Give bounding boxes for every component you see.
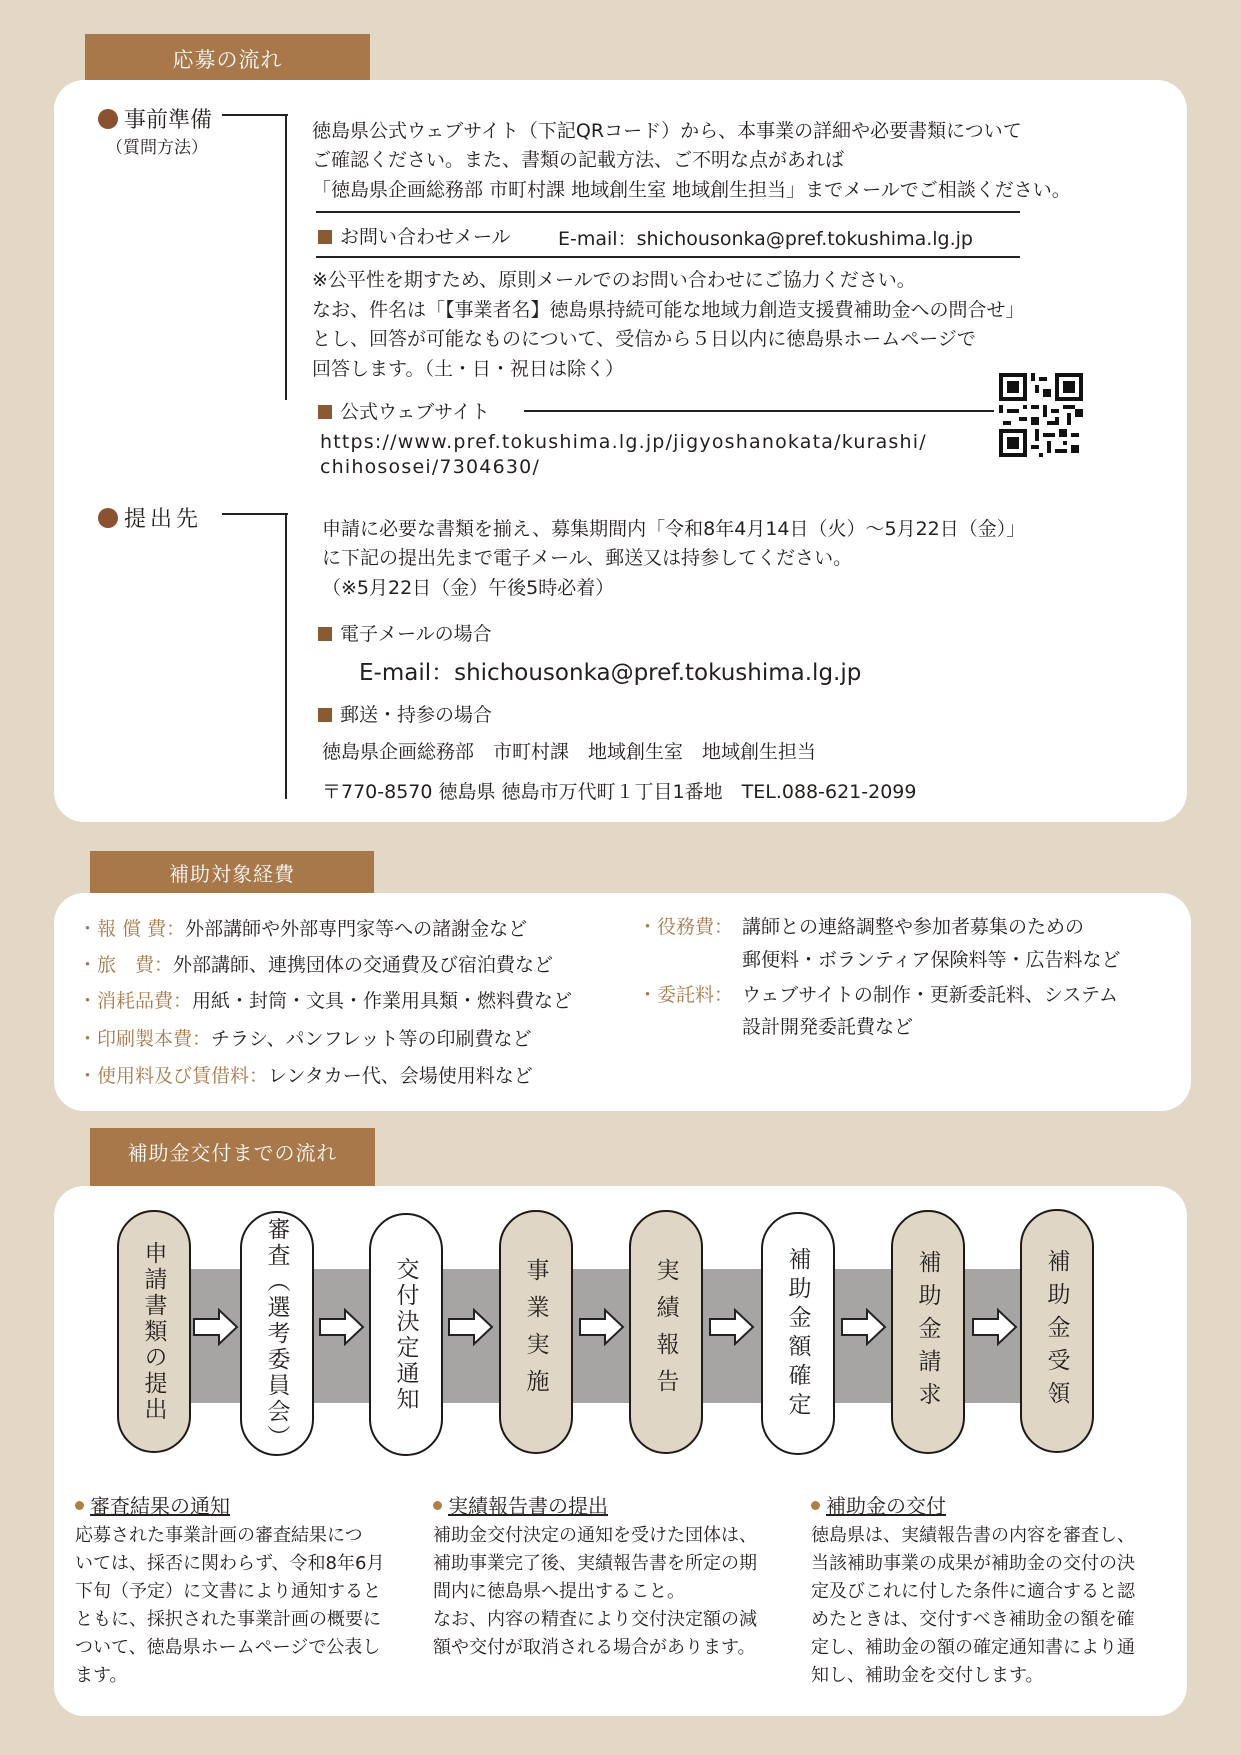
prep-bracket — [285, 114, 287, 400]
bullet-dot-icon — [811, 1501, 820, 1510]
flow-step: 事業実施 — [499, 1210, 573, 1454]
flow-step: 補助金請求 — [891, 1210, 965, 1454]
prep-note-line-4: 回答します。（土・日・祝日は除く） — [312, 358, 624, 380]
note-title: 審査結果の通知 — [75, 1490, 405, 1519]
expense-desc: 郵便料・ボランティア保険料等・広告料など — [742, 949, 1121, 971]
bullet-dot-icon — [98, 109, 118, 129]
expense-desc: ウェブサイトの制作・更新委託料、システム — [742, 984, 1119, 1006]
qr-code-icon[interactable] — [999, 373, 1083, 457]
prep-note-line-1: ※公平性を期すため、原則メールでのお問い合わせにご協力ください。 — [312, 269, 916, 291]
arrow-right-icon — [972, 1308, 1018, 1346]
submit-email-address[interactable]: E-mail：shichousonka@pref.tokushima.lg.jp — [359, 660, 862, 686]
submit-connector — [222, 513, 288, 515]
inquiry-mail-row: お問い合わせメール — [318, 222, 511, 249]
prep-intro-line-1: 徳島県公式ウェブサイト（下記QRコード）から、本事業の詳細や必要書類について — [312, 120, 1022, 142]
website-leader-line — [524, 410, 994, 412]
arrow-right-icon — [319, 1308, 365, 1346]
note-title: 実績報告書の提出 — [433, 1490, 783, 1519]
expense-desc: 設計開発委託費など — [742, 1016, 914, 1038]
expense-item: ・印刷製本費：チラシ、パンフレット等の印刷費など — [78, 1028, 532, 1050]
expense-item: ・使用料及び賃借料：レンタカー代、会場使用料など — [78, 1065, 533, 1087]
submit-intro-line-3: （※5月22日（金）午後5時必着） — [322, 577, 615, 599]
prep-intro-line-3: 「徳島県企画総務部 市町村課 地域創生室 地域創生担当」までメールでご相談ください。 — [312, 179, 1071, 201]
divider — [316, 211, 1020, 213]
submit-intro-line-2: に下記の提出先まで電子メール、郵送又は持参してください。 — [322, 547, 853, 569]
arrow-right-icon — [448, 1308, 494, 1346]
email-case-row: 電子メールの場合 — [318, 619, 492, 646]
divider — [316, 256, 1020, 258]
prep-heading: 事前準備 — [98, 103, 212, 134]
section-tab-eligible-expenses: 補助対象経費 — [90, 851, 374, 893]
prep-note-line-2: なお、件名は「【事業者名】徳島県持続可能な地域力創造支援費補助金への問合せ」 — [312, 299, 1025, 321]
arrow-right-icon — [579, 1308, 625, 1346]
flow-step: 交付決定通知 — [369, 1213, 443, 1456]
expense-desc: 講師との連絡調整や参加者募集のための — [742, 916, 1085, 938]
bullet-dot-icon — [75, 1501, 84, 1510]
post-address: 〒770-8570 徳島県 徳島市万代町１丁目1番地 TEL.088-621-2099 — [322, 781, 917, 803]
square-bullet-icon — [318, 230, 332, 244]
post-case-row: 郵送・持参の場合 — [318, 700, 492, 727]
expense-label: ・委託料： — [638, 984, 734, 1006]
arrow-right-icon — [841, 1308, 887, 1346]
prep-note-line-3: とし、回答が可能なものについて、受信から５日以内に徳島県ホームページで — [312, 328, 976, 350]
note-grant-payment — [811, 1490, 1161, 1690]
website-url-line-1[interactable]: https://www.pref.tokushima.lg.jp/jigyoshanokata/kurashi/ — [320, 431, 927, 453]
submit-bracket — [285, 513, 287, 799]
submit-intro-line-1: 申請に必要な書類を揃え、募集期間内「令和8年4月14日（火）～5月22日（金）」 — [322, 518, 1026, 540]
website-url-line-2[interactable]: chihososei/7304630/ — [320, 456, 541, 478]
prep-subheading: （質問方法） — [106, 138, 208, 158]
note-body: 徳島県は、実績報告書の内容を審査し、 当該補助事業の成果が補助金の交付の決 定及びこれに付した条件に適合すると認 めたときは、交付すべき補助金の額を確 定し、補助金の額の確定通知書により通 知し、補助金を交付します。 — [811, 1525, 1135, 1686]
flow-step: 実績報告 — [629, 1210, 703, 1454]
note-performance-report — [433, 1490, 783, 1662]
flow-step: 補助金受領 — [1020, 1209, 1094, 1453]
expense-label: ・役務費： — [638, 916, 734, 938]
note-body: 補助金交付決定の通知を受けた団体は、 補助事業完了後、実績報告書を所定の期 間内に徳島県へ提出すること。 なお、内容の精査により交付決定額の減 額や交付が取消される場合があります。 — [433, 1525, 757, 1658]
bullet-dot-icon — [98, 508, 118, 528]
section-tab-grant-flow: 補助金交付までの流れ — [90, 1128, 375, 1186]
note-title: 補助金の交付 — [811, 1490, 1161, 1519]
note-body: 応募された事業計画の審査結果につ いては、採否に関わらず、令和8年6月 下旬（予定）に文書により通知すると ともに、採択された事業計画の概要に ついて、徳島県ホームページで公表し ます。 — [75, 1525, 385, 1686]
expense-item: ・報 償 費：外部講師や外部専門家等への諸謝金など — [78, 918, 528, 940]
flow-step: 補助金額確定 — [761, 1212, 835, 1455]
flow-step: 審査（選考委員会） — [240, 1211, 314, 1456]
note-review-result — [75, 1490, 405, 1690]
flow-step: 申請書類の提出 — [117, 1210, 191, 1453]
expense-item: ・旅 費：外部講師、連携団体の交通費及び宿泊費など — [78, 954, 554, 976]
bullet-dot-icon — [433, 1501, 442, 1510]
prep-intro-line-2: ご確認ください。また、書類の記載方法、ご不明な点があれば — [312, 149, 845, 171]
square-bullet-icon — [318, 708, 332, 722]
prep-connector — [222, 114, 288, 116]
section-tab-application-flow: 応募の流れ — [85, 34, 370, 80]
arrow-right-icon — [709, 1308, 755, 1346]
inquiry-mail-address[interactable]: E-mail：shichousonka@pref.tokushima.lg.jp — [558, 228, 973, 250]
official-website-row: 公式ウェブサイト — [318, 397, 490, 424]
square-bullet-icon — [318, 627, 332, 641]
square-bullet-icon — [318, 405, 332, 419]
arrow-right-icon — [193, 1308, 239, 1346]
submit-heading: 提出先 — [98, 502, 202, 533]
expense-item: ・消耗品費：用紙・封筒・文具・作業用具類・燃料費など — [78, 990, 573, 1012]
post-department: 徳島県企画総務部 市町村課 地域創生室 地域創生担当 — [322, 741, 817, 763]
